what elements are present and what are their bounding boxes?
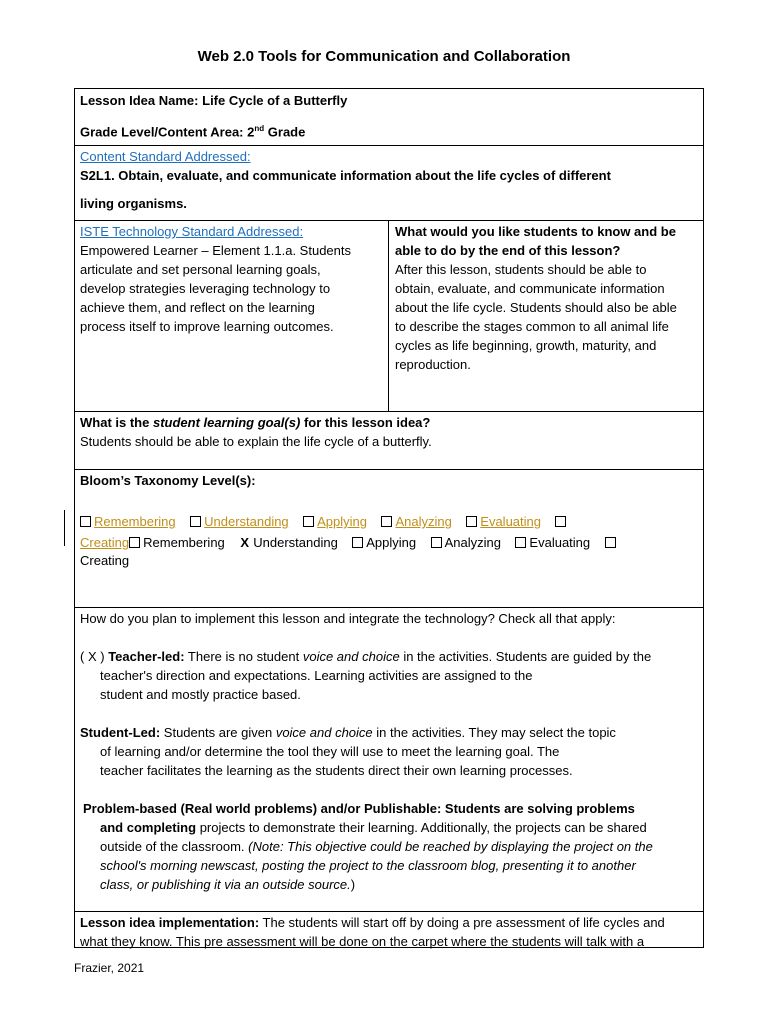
content-standard-line1: S2L1. Obtain, evaluate, and communicate information about the life cycles of different [80, 168, 611, 183]
checkbox-icon[interactable] [381, 516, 392, 527]
bloom-option: Applying [366, 535, 417, 550]
know-question-line: What would you like students to know and be [395, 224, 676, 239]
problem-based-line: Problem-based (Real world problems) and/or Publishable: Students are solving problems [83, 801, 635, 816]
problem-based-close: ) [350, 877, 356, 892]
implement-cell [80, 609, 700, 894]
teacher-led-line: teacher's direction and expectations. Learning activities are assigned to the [100, 668, 533, 683]
checkbox-icon[interactable] [466, 516, 477, 527]
teacher-led-label: Teacher-led: [108, 649, 185, 664]
grade-sup: nd [254, 124, 265, 133]
iste-line: Empowered Learner – Element 1.1.a. Students [80, 243, 351, 258]
know-answer-line: to describe the stages common to all animal life [395, 319, 669, 334]
checkbox-icon[interactable] [80, 516, 91, 527]
lesson-table [74, 88, 704, 948]
teacher-led-text: in the activities. Students are guided by the [403, 649, 652, 664]
implement-question: How do you plan to implement this lesson and integrate the technology? Check all that apply: [80, 611, 616, 626]
content-standard-cell [80, 147, 700, 213]
goal-answer: Students should be able to explain the life cycle of a butterfly. [80, 434, 432, 449]
bloom-tracked-line [80, 511, 700, 553]
know-answer-line: about the life cycle. Students should also be able [395, 300, 677, 315]
bloom-option: Remembering [143, 535, 225, 550]
bloom-cell [80, 471, 700, 570]
teacher-led-mark[interactable]: ( X ) [80, 649, 105, 664]
student-led-emphasis: voice and choice [275, 725, 373, 740]
problem-based-text: projects to demonstrate their learning. Additionally, the projects can be shared [199, 820, 647, 835]
checkbox-icon[interactable] [190, 516, 201, 527]
iste-line: develop strategies leveraging technology to [80, 281, 331, 296]
problem-based-note: class, or publishing it via an outside source. [100, 877, 351, 892]
lesson-name-label: Lesson Idea Name: [80, 93, 199, 108]
student-led-label: Student-Led: [80, 725, 161, 740]
iste-line: achieve them, and reflect on the learning [80, 300, 315, 315]
bloom-tracked-option: Analyzing [395, 514, 452, 529]
goal-q-em: student learning goal(s) [152, 415, 301, 430]
student-led-line: teacher facilitates the learning as the students direct their own learning processes. [100, 763, 573, 778]
checkbox-icon[interactable] [129, 537, 140, 548]
bloom-tracked-option: Remembering [94, 514, 176, 529]
know-answer-line: After this lesson, students should be able to [395, 262, 647, 277]
footer-text: Frazier, 2021 [74, 961, 145, 975]
iste-label: ISTE Technology Standard Addressed: [80, 224, 304, 239]
teacher-led-emphasis: voice and choice [302, 649, 400, 664]
bloom-option: Understanding [253, 535, 338, 550]
content-standard-label: Content Standard Addressed: [80, 149, 251, 164]
problem-based-note: school's morning newscast, posting the project to the classroom blog, presenting it to another [100, 858, 636, 873]
bloom-option: Analyzing [444, 535, 501, 550]
problem-based-note: (Note: This objective could be reached by displaying the project on the [248, 839, 653, 854]
lesson-name-value: Life Cycle of a Butterfly [202, 93, 348, 108]
bloom-tracked-option: Evaluating [480, 514, 541, 529]
know-question-line: able to do by the end of this lesson? [395, 243, 621, 258]
bloom-tracked-option: Applying [317, 514, 367, 529]
grade-label: Grade Level/Content Area: [80, 124, 244, 140]
checked-x-icon[interactable]: X [240, 535, 250, 550]
checkbox-icon[interactable] [555, 516, 566, 527]
lesson-info-cell [80, 91, 700, 141]
problem-based-bold: and completing [100, 820, 197, 835]
implementation-line: what they know. This pre assessment will be done on the carpet where the students will talk with a [80, 934, 645, 949]
grade-rest: Grade [267, 124, 306, 140]
checkbox-icon[interactable] [303, 516, 314, 527]
iste-line: process itself to improve learning outcomes. [80, 319, 334, 334]
goal-q-post: for this lesson idea? [303, 415, 431, 430]
student-led-text: Students are given [163, 725, 273, 740]
teacher-led-line: student and mostly practice based. [100, 687, 301, 702]
content-standard-line2: living organisms. [80, 196, 187, 211]
page-title: Web 2.0 Tools for Communication and Collaboration [197, 48, 571, 65]
implementation-cell [80, 913, 700, 951]
iste-line: articulate and set personal learning goals, [80, 262, 321, 277]
margin-marker [64, 510, 65, 546]
problem-based-text: outside of the classroom. [100, 839, 245, 854]
checkbox-icon[interactable] [431, 537, 442, 548]
iste-standard-cell [80, 222, 385, 336]
know-answer-line: reproduction. [395, 357, 471, 372]
implementation-text: The students will start off by doing a pre assessment of life cycles and [262, 915, 665, 930]
bloom-tracked-option: Understanding [204, 514, 289, 529]
know-cell [395, 222, 700, 374]
bloom-label: Bloom’s Taxonomy Level(s): [80, 473, 256, 488]
checkbox-icon[interactable] [352, 537, 363, 548]
grade-num: 2 [247, 124, 255, 140]
teacher-led-text: There is no student [187, 649, 300, 664]
know-answer-line: obtain, evaluate, and communicate information [395, 281, 665, 296]
student-led-text: in the activities. They may select the topic [376, 725, 616, 740]
bloom-option: Creating [80, 553, 130, 568]
know-answer-line: cycles as life beginning, growth, maturity, and [395, 338, 657, 353]
implementation-label: Lesson idea implementation: [80, 915, 260, 930]
learning-goal-cell [80, 413, 700, 451]
bloom-tracked-option: Creating [80, 535, 130, 550]
student-led-line: of learning and/or determine the tool they will use to meet the learning goal. The [100, 744, 560, 759]
goal-q-pre: What is the [80, 415, 150, 430]
checkbox-icon[interactable] [515, 537, 526, 548]
bloom-option: Evaluating [529, 535, 591, 550]
checkbox-icon[interactable] [605, 537, 616, 548]
